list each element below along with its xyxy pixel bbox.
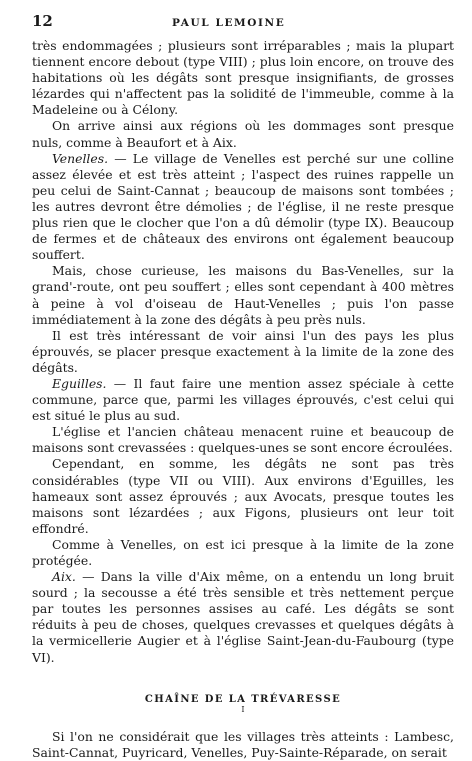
- body-text: [32, 38, 454, 666]
- paragraph-lead: Aix. —: [52, 569, 95, 585]
- paragraph: Il est très intéressant de voir ainsi l'un des pays les plus éprouvés, se placer presque exactement à la limite de la zone des dégâts.: [32, 327, 454, 375]
- running-head: PAUL LEMOINE: [172, 17, 286, 29]
- section-mark: I: [241, 704, 245, 714]
- paragraph: Si l'on ne considérait que les villages très atteints : Lambesc, Saint-Cannat, Puyricard, Venelles, Puy-Sainte-Réparade, on serait: [32, 728, 454, 760]
- paragraph: très endommagées ; plusieurs sont irréparables ; mais la plupart tiennent encore debout (type VIII) ; plus loin encore, on trouve des habitations où les dégâts sont presque insignifiants, de grosses lézardes qui n'affectent pas la solidité de l'immeuble, comme à la Madeleine ou à Célony.: [32, 38, 454, 118]
- paragraph: On arrive ainsi aux régions où les dommages sont presque nuls, comme à Beaufort et à Aix.: [32, 118, 454, 150]
- paragraph: Mais, chose curieuse, les maisons du Bas-Venelles, sur la grand'-route, ont peu souffert ; elles sont cependant à 400 mètres à peine à vol d'oiseau de Haut-Venelles ; puis l'on passe immédiatement à la zone des dégâts à peu près nuls.: [32, 263, 454, 327]
- section-body: [32, 729, 454, 761]
- page-header: [32, 12, 454, 38]
- paragraph-lead: Venelles. —: [52, 150, 127, 166]
- paragraph-lead: Eguilles. —: [52, 375, 127, 391]
- paragraph: Comme à Venelles, on est ici presque à la limite de la zone protégée.: [32, 536, 454, 568]
- paragraph: Venelles. — Le village de Venelles est perché sur une colline assez élevée et est très atteint ; l'aspect des ruines rappelle un peu celui de Saint-Cannat ; beaucoup de maisons sont tombées ; les autres devront être démolies ; de l'église, il ne reste presque plus rien que le clocher que l'on a dû démolir (type IX). Beaucoup de fermes et de châteaux des environs ont également beaucoup souffert.: [32, 150, 454, 263]
- section-title: CHAÎNE DE LA TRÉVARESSE: [144, 693, 342, 705]
- paragraph: Eguilles. — Il faut faire une mention assez spéciale à cette commune, parce que, parmi les villages éprouvés, c'est celui qui est situé le plus au sud.: [32, 375, 454, 424]
- paragraph: Cependant, en somme, les dégâts ne sont pas très considérables (type VII ou VIII). Aux environs d'Eguilles, les hameaux sont assez éprouvés ; aux Avocats, presque toutes les maisons sont lézardées ; aux Figons, plusieurs ont leur toit effondré.: [32, 456, 454, 536]
- paragraph: L'église et l'ancien château menacent ruine et beaucoup de maisons sont crevassées : quelques-unes se sont encore écroulées.: [32, 424, 454, 456]
- page-number: 12: [32, 12, 53, 30]
- paragraph: Aix. — Dans la ville d'Aix même, on a entendu un long bruit sourd ; la secousse a été très sensible et très nettement perçue par toutes les personnes assises au café. Les dégâts se sont réduits à peu de choses, quelques crevasses et quelques dégâts à la vermicellerie Augier et à l'église Saint-Jean-du-Faubourg (type VI).: [32, 569, 455, 665]
